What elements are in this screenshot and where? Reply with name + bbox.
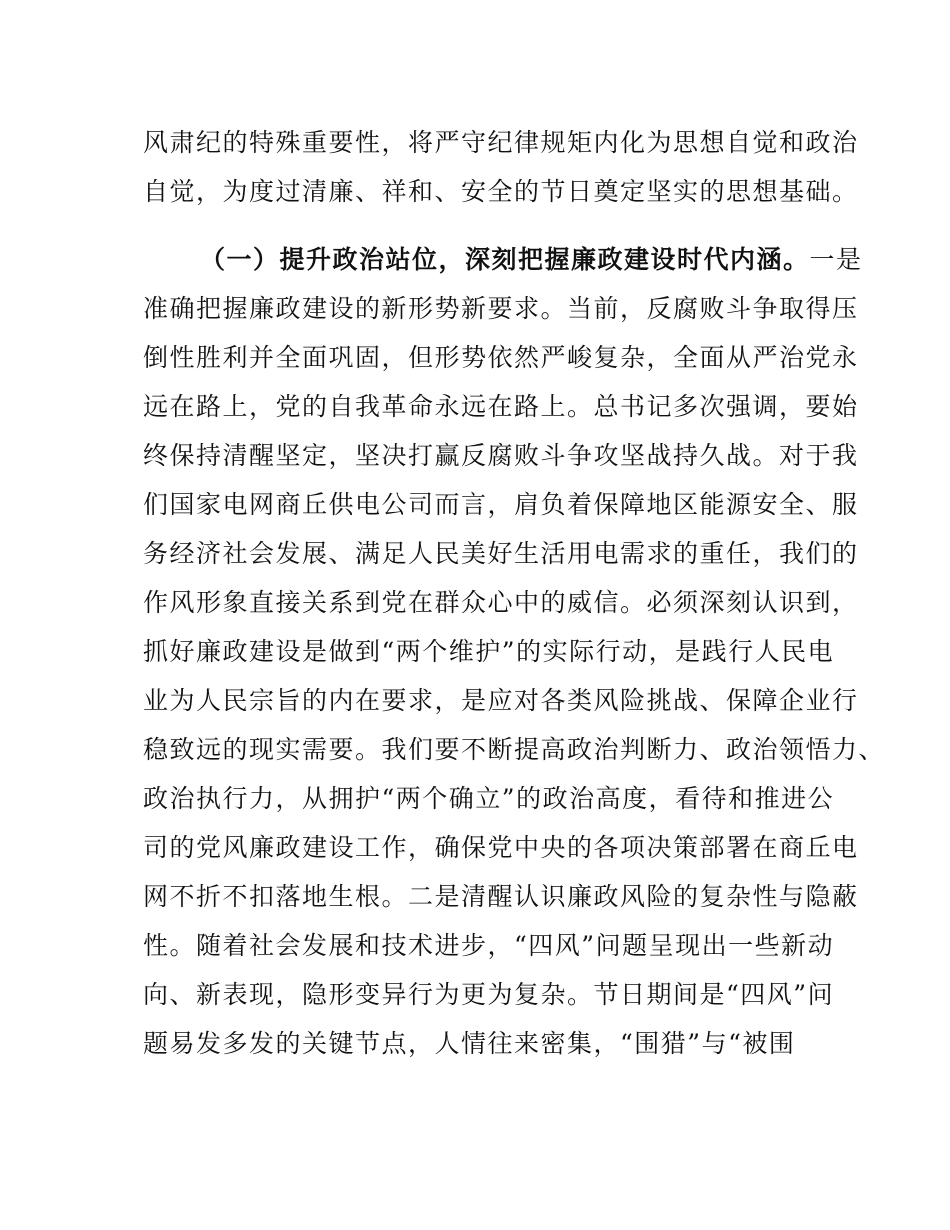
text-line-3: 准确把握廉政建设的新形势新要求。当前，反腐败斗争取得压 — [143, 294, 859, 323]
text-line-5: 远在路上，党的自我革命永远在路上。总书记多次强调，要始 — [143, 392, 859, 421]
text-line-12: 稳致远的现实需要。我们要不断提高政治判断力、政治领悟力、 — [143, 735, 886, 764]
section-heading-line — [200, 245, 863, 275]
text-line-8: 务经济社会发展、满足人民美好生活用电需求的重任，我们的 — [143, 539, 859, 568]
text-line-4: 倒性胜利并全面巩固，但形势依然严峻复杂，全面从严治党永 — [143, 343, 859, 372]
text-line-15: 网不折不扣落地生根。二是清醒认识廉政风险的复杂性与隐蔽 — [143, 882, 859, 911]
text-line-14: 司的党风廉政建设工作，确保党中央的各项决策部署在商丘电 — [143, 833, 859, 862]
text-line-2: 自觉，为度过清廉、祥和、安全的节日奠定坚实的思想基础。 — [143, 177, 859, 206]
section-heading: （一）提升政治站位，深刻把握廉政建设时代内涵。 — [200, 245, 810, 274]
text-line-10: 抓好廉政建设是做到“两个维护”的实际行动，是践行人民电 — [143, 637, 835, 666]
text-line-1: 风肃纪的特殊重要性，将严守纪律规矩内化为思想自觉和政治 — [143, 128, 859, 157]
heading-tail: 一是 — [809, 245, 863, 274]
text-line-13: 政治执行力，从拥护“两个确立”的政治高度，看待和推进公 — [143, 784, 835, 813]
text-line-11: 业为人民宗旨的内在要求，是应对各类风险挑战、保障企业行 — [143, 686, 859, 715]
text-line-16: 性。随着社会发展和技术进步，“四风”问题呈现出一些新动 — [143, 931, 835, 960]
text-line-6: 终保持清醒坚定，坚决打赢反腐败斗争攻坚战持久战。对于我 — [143, 441, 859, 470]
text-line-9: 作风形象直接关系到党在群众心中的威信。必须深刻认识到， — [143, 588, 859, 617]
text-line-7: 们国家电网商丘供电公司而言，肩负着保障地区能源安全、服 — [143, 490, 859, 519]
text-line-17: 向、新表现，隐形变异行为更为复杂。节日期间是“四风”问 — [143, 980, 835, 1009]
text-line-18: 题易发多发的关键节点，人情往来密集，“围猎”与“被围 — [143, 1029, 796, 1058]
